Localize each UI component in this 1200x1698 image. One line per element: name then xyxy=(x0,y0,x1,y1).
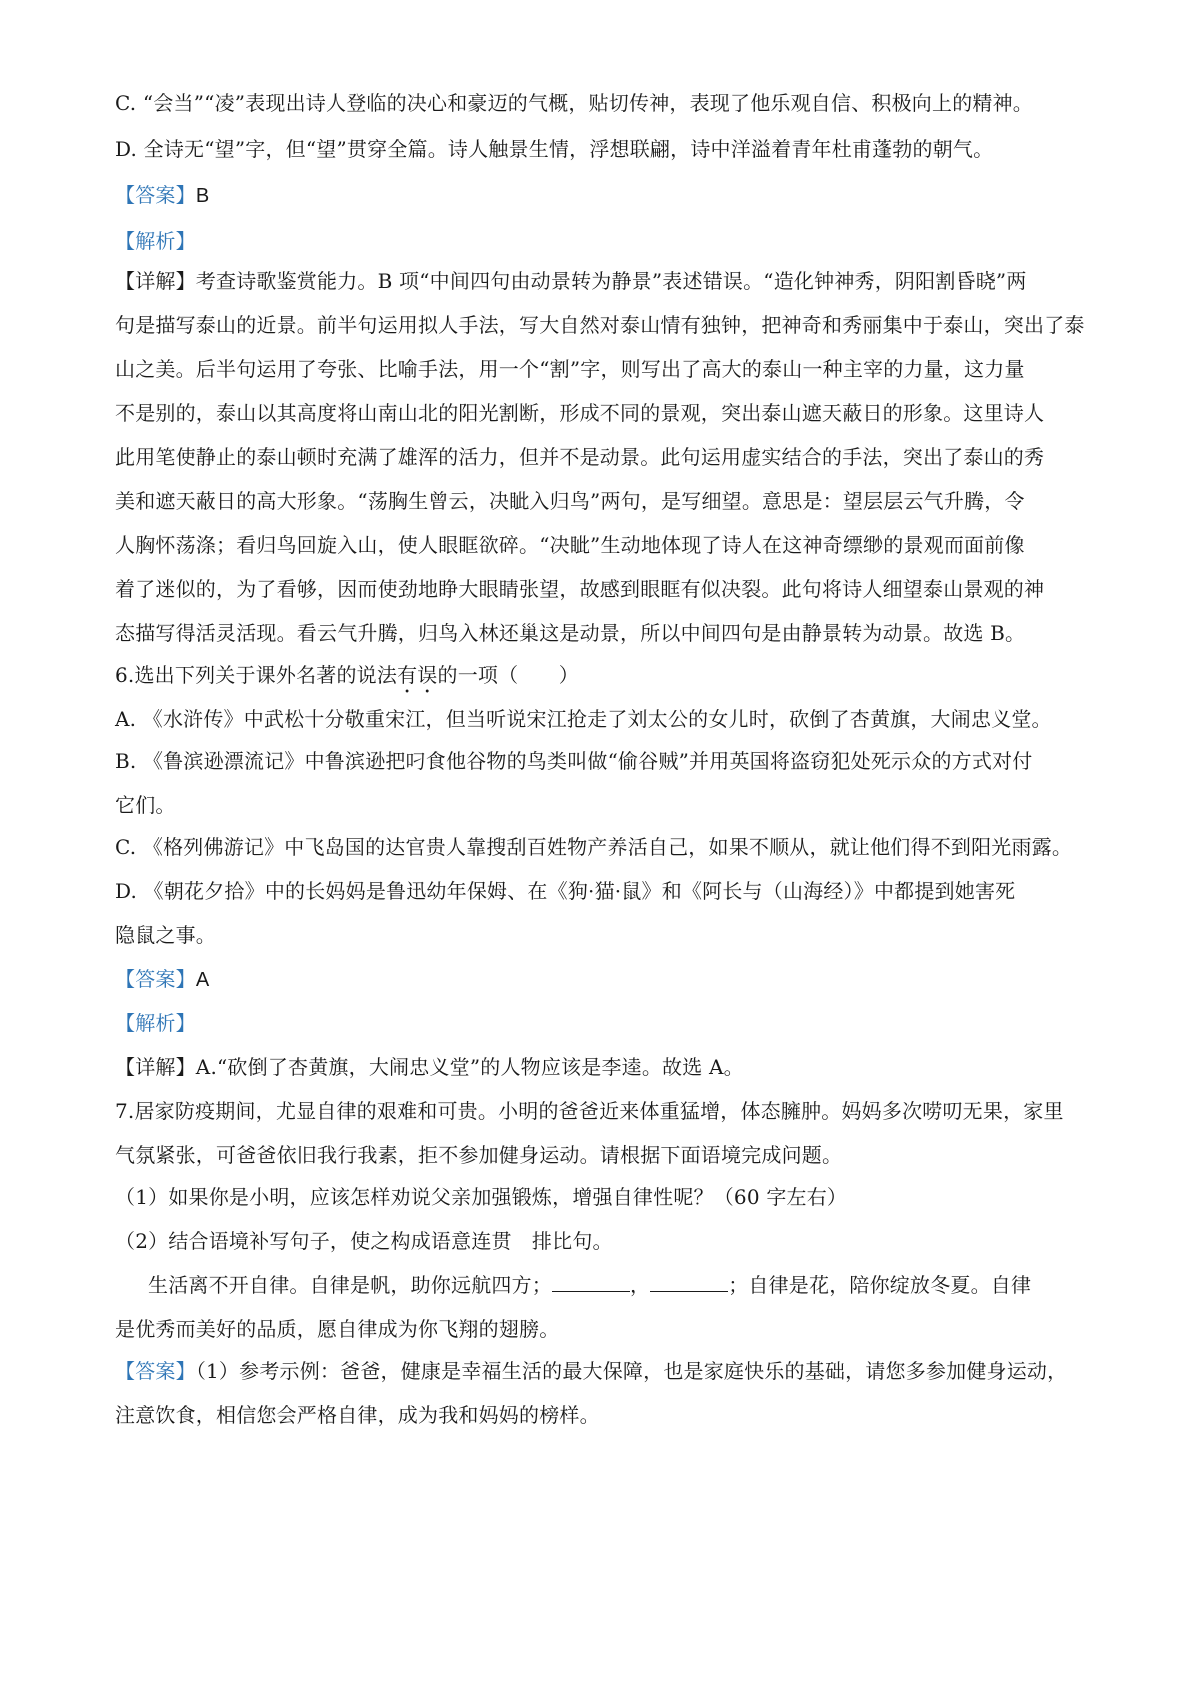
q6-option-a: A. 《水浒传》中武松十分敬重宋江，但当听说宋江抢走了刘太公的女儿时，砍倒了杏黄旗，大闹忠义堂。 xyxy=(115,707,1052,731)
q5-detail-line: 【详解】考查诗歌鉴赏能力。B 项“中间四句由动景转为静景”表述错误。“造化钟神秀，阴阳割昏晓”两 xyxy=(115,269,1027,293)
passage-separator: ， xyxy=(630,1273,651,1297)
q7-passage-line1 xyxy=(148,1270,1098,1300)
q6-detail: 【详解】A.“砍倒了杏黄旗，大闹忠义堂”的人物应该是李逵。故选 A。 xyxy=(115,1055,744,1079)
answer-text: （1）参考示例：爸爸，健康是幸福生活的最大保障，也是家庭快乐的基础，请您多参加健身运动， xyxy=(195,1359,1068,1383)
q5-detail-line: 人胸怀荡涤；看归鸟回旋入山，使人眼眶欲碎。“决眦”生动地体现了诗人在这神奇缥缈的景观而面前像 xyxy=(115,533,1025,557)
q7-stem-line2: 气氛紧张，可爸爸依旧我行我素，拒不参加健身运动。请根据下面语境完成问题。 xyxy=(115,1143,843,1167)
passage-text-a: 生活离不开自律。自律是帆，助你远航四方； xyxy=(148,1273,552,1297)
q7-answer-line2: 注意饮食，相信您会严格自律，成为我和妈妈的榜样。 xyxy=(115,1403,600,1427)
q5-detail-line: 不是别的，泰山以其高度将山南山北的阳光割断，形成不同的景观，突出泰山遮天蔽日的形象。这里诗人 xyxy=(115,401,1045,425)
q7-stem-line1: 7.居家防疫期间，尤显自律的艰难和可贵。小明的爸爸近来体重猛增，体态臃肿。妈妈多次唠叨无果，家里 xyxy=(115,1099,1064,1123)
answer-tag: 【答案】 xyxy=(115,967,196,991)
q6-stem-b: 的一项（ ） xyxy=(437,663,579,687)
q5-detail-line: 美和遮天蔽日的高大形象。“荡胸生曾云，决眦入归鸟”两句，是写细望。意思是：望层层云气升腾，令 xyxy=(115,489,1025,513)
q5-answer xyxy=(115,180,1095,211)
q6-stem-emphasis: 有误 xyxy=(397,663,438,687)
q7-subquestion-1: （1）如果你是小明，应该怎样劝说父亲加强锻炼，增强自律性呢？（60 字左右） xyxy=(115,1185,848,1209)
q5-detail-line: 句是描写泰山的近景。前半句运用拟人手法，写大自然对泰山情有独钟，把神奇和秀丽集中于泰山，突出了泰 xyxy=(115,313,1085,337)
q5-detail-line: 山之美。后半句运用了夸张、比喻手法，用一个“割”字，则写出了高大的泰山一种主宰的力量，这力量 xyxy=(115,357,1025,381)
q5-option-d: D. 全诗无“望”字，但“望”贯穿全篇。诗人触景生情，浮想联翩，诗中洋溢着青年杜甫蓬勃的朝气。 xyxy=(115,137,994,161)
fill-blank-2 xyxy=(650,1271,728,1292)
q5-detail-line: 态描写得活灵活现。看云气升腾，归鸟入林还巢这是动景，所以中间四句是由静景转为动景。故选 B。 xyxy=(115,621,1026,645)
answer-tag: 【答案】 xyxy=(115,1359,196,1383)
q7-subquestion-2: （2）结合语境补写句子，使之构成语意连贯 排比句。 xyxy=(115,1229,613,1253)
q5-detail-line: 着了迷似的，为了看够，因而使劲地睁大眼睛张望，故感到眼眶有似决裂。此句将诗人细望泰山景观的神 xyxy=(115,577,1045,601)
q6-option-d: D. 《朝花夕拾》中的长妈妈是鲁迅幼年保姆、在《狗·猫·鼠》和《阿长与（山海经）》中都提到她害死 xyxy=(115,879,1016,903)
answer-value: A xyxy=(195,969,210,991)
q6-stem-a: 6.选出下列关于课外名著的说法 xyxy=(115,663,398,687)
q6-option-b: B. 《鲁滨逊漂流记》中鲁滨逊把叼食他谷物的鸟类叫做“偷谷贼”并用英国将盗窃犯处死示众的方式对付 xyxy=(115,749,1033,773)
q5-analysis-tag: 【解析】 xyxy=(115,229,196,253)
q7-answer-line1 xyxy=(115,1356,1095,1386)
fill-blank-1 xyxy=(552,1271,630,1292)
q6-option-c: C. 《格列佛游记》中飞岛国的达官贵人靠搜刮百姓物产养活自己，如果不顺从，就让他们得不到阳光雨露。 xyxy=(115,835,1073,859)
q6-analysis-tag: 【解析】 xyxy=(115,1011,196,1035)
q6-option-d-cont: 隐鼠之事。 xyxy=(115,923,216,947)
q6-stem xyxy=(115,660,1095,698)
answer-tag: 【答案】 xyxy=(115,183,196,207)
q7-passage-line2: 是优秀而美好的品质，愿自律成为你飞翔的翅膀。 xyxy=(115,1317,560,1341)
q5-option-c: C. “会当”“凌”表现出诗人登临的决心和豪迈的气概，贴切传神，表现了他乐观自信、积极向上的精神。 xyxy=(115,91,1034,115)
passage-text-b: ；自律是花，陪你绽放冬夏。自律 xyxy=(728,1273,1032,1297)
q6-option-b-cont: 它们。 xyxy=(115,793,176,817)
q6-answer xyxy=(115,964,1095,995)
q5-detail-line: 此用笔使静止的泰山顿时充满了雄浑的活力，但并不是动景。此句运用虚实结合的手法，突出了泰山的秀 xyxy=(115,445,1045,469)
answer-value: B xyxy=(195,185,210,207)
